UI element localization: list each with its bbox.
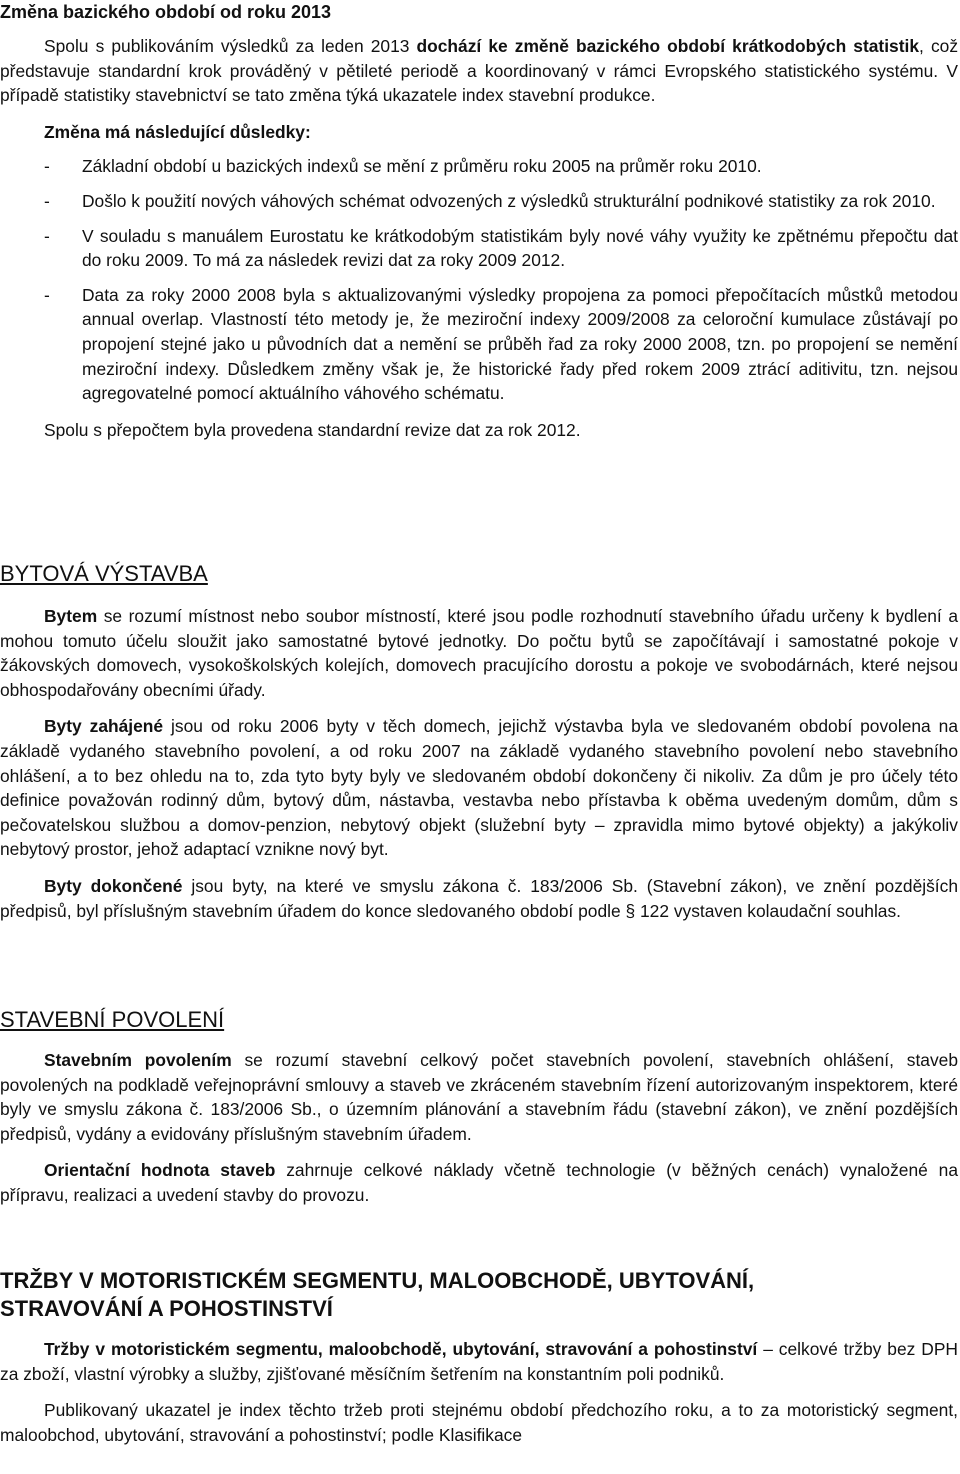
consequences-title: Změna má následující důsledky: [44, 121, 311, 142]
section-housing-construction [0, 560, 958, 923]
definition-completed-dwellings: jsou byty, na které ve smyslu zákona č. 183/2006 Sb. (Stavební zákon), ve znění pozdějších předpisů, byl příslušným stavebním úřadem do konce sledovaného období podle § 122 vystaven kolaudační souhlas. [0, 875, 958, 921]
definition-building-permit: se rozumí stavební celkový počet stavebních povolení, stavebních ohlášení, staveb povolených na podkladě veřejnoprávní smlouvy a staveb ve zkráceném stavebním řízení autorizovaným inspektorem, které byly ve smyslu zákona č. 183/2006 Sb., o územním plánování a stavebním řádu (stavební zákon), ve znění pozdějších předpisů, vydány a evidovány příslušným stavebním úřadem. [0, 1050, 958, 1144]
intro-text-end: , což představuje standardní krok prováděný v pětileté periodě a koordinovaný v rámci Evropského statistického systému. V případě statistiky stavebnictví se tato změna týká ukazatele index stavební produkce. [0, 36, 959, 106]
intro-text-start: Spolu s publikováním výsledků za leden 2013 [44, 36, 417, 56]
term-dwelling: Bytem [44, 606, 98, 626]
definition-started-dwellings: jsou od roku 2006 byty v těch domech, jejichž výstavba byla ve sledovaném období povolena na základě vydaného stavebního povolení, a od roku 2007 na základě vydaného stavebního povolení nebo stavebního ohlášení, a to bez ohledu na to, zda tyto byty byly ve sledovaném období dokončeny či nikoliv. Za dům je pro účely této definice považován rodinný dům, bytový dům, nástavba, vestavba nebo přístavba k oběma uvedeným domům, dům s pečovatelskou službou a domov-penzion, nebytový objekt (služební byty – zpravidla mimo bytové objekty) a jakýkoliv nebytový prostor, jehož adaptací vznikne nový byt. [0, 716, 958, 860]
paragraph-started-dwellings [0, 714, 958, 862]
consequences-list [0, 154, 958, 405]
term-revenues: Tržby v motoristickém segmentu, maloobchodě, ubytování, stravování a pohostinství [44, 1339, 758, 1359]
intro-text-bold: dochází ke změně bazického období krátkodobých statistik [416, 36, 920, 56]
paragraph-dwelling [0, 604, 958, 702]
list-item [0, 154, 958, 179]
section-revenues [0, 1267, 958, 1447]
dash-bullet: - [44, 190, 50, 211]
definition-revenues: – celkové tržby bez DPH za zboží, vlastní výrobky a služby, zjišťované měsíčním šetřením na konstantním poli podniků. [0, 1339, 958, 1384]
intro-paragraph [0, 34, 958, 108]
dash-bullet: - [44, 284, 50, 305]
paragraph-completed-dwellings [0, 874, 958, 923]
closing-paragraph: Spolu s přepočtem byla provedena standardní revize dat za rok 2012. [44, 419, 581, 440]
list-item-text: Došlo k použití nových váhových schémat odvozených z výsledků strukturální podnikové statistiky za rok 2010. [82, 190, 936, 211]
section-building-permits [0, 1006, 958, 1208]
heading-line-1: TRŽBY V MOTORISTICKÉM SEGMENTU, MALOOBCHODĚ, UBYTOVÁNÍ, [0, 1268, 755, 1293]
heading-line-2: STRAVOVÁNÍ A POHOSTINSTVÍ [0, 1296, 333, 1321]
section-heading-permits: STAVEBNÍ POVOLENÍ [0, 1007, 225, 1032]
paragraph-published-indicator: Publikovaný ukazatel je index těchto tržeb proti stejnému období předchozího roku, a to za motoristický segment, maloobchod, ubytování, stravování a pohostinství; podle Klasifikace [0, 1400, 958, 1445]
list-item-text: Data za roky 2000 2008 byla s aktualizovanými výsledky propojena za pomoci přepočítacích můstků metodou annual overlap. Vlastností této metody je, že meziroční indexy 2009/2008 za celoroční kumulace zůstávají po propojení stejné jako u původních dat a nemění se průběh řad za roky 2000 2008, tzn. po propojení se nemění meziroční indexy. Důsledkem změny však je, že historické řady před rokem 2009 ztrácí aditivitu, tzn. nejsou agregovatelné pomocí aktuálního váhového schématu. [82, 284, 958, 404]
definition-dwelling: se rozumí místnost nebo soubor místností, které jsou podle rozhodnutí stavebního úřadu určeny k bydlení a mohou tomuto účelu sloužit jako samostatné bytové jednotky. Do počtu bytů se započítávají i samostatné pokoje v žákovských domovech, vysokoškolských kolejích, domovech pracujícího dorostu a pokoje ve svobodárnách, které nejsou obhospodařovány obecními úřady. [0, 606, 958, 700]
list-item-text: V souladu s manuálem Eurostatu ke krátkodobým statistikám byly nové váhy využity ke zpětnému přepočtu dat do roku 2009. To má za následek revizi dat za roky 2009 2012. [82, 225, 958, 271]
paragraph-building-permit [0, 1048, 958, 1146]
term-completed-dwellings: Byty dokončené [44, 875, 183, 896]
list-item [0, 189, 958, 214]
section-heading-base-period: Změna bazického období od roku 2013 [0, 2, 332, 22]
term-approximate-value: Orientační hodnota staveb [44, 1160, 276, 1181]
term-building-permit: Stavebním povolením [44, 1050, 232, 1070]
dash-bullet: - [44, 156, 50, 177]
paragraph-approximate-value [0, 1158, 958, 1207]
section-heading-revenues [0, 1267, 958, 1323]
definition-approximate-value: zahrnuje celkové náklady včetně technologie (v běžných cenách) vynaložené na přípravu, realizaci a uvedení stavby do provozu. [0, 1160, 958, 1205]
paragraph-revenues [0, 1337, 958, 1386]
list-item [0, 283, 958, 406]
list-item [0, 224, 958, 273]
list-item-text: Základní období u bazických indexů se mění z průměru roku 2005 na průměr roku 2010. [82, 156, 762, 177]
section-heading-housing: BYTOVÁ VÝSTAVBA [0, 561, 208, 586]
section-base-period-change [0, 0, 958, 442]
dash-bullet: - [44, 225, 50, 246]
term-started-dwellings: Byty zahájené [44, 716, 164, 737]
